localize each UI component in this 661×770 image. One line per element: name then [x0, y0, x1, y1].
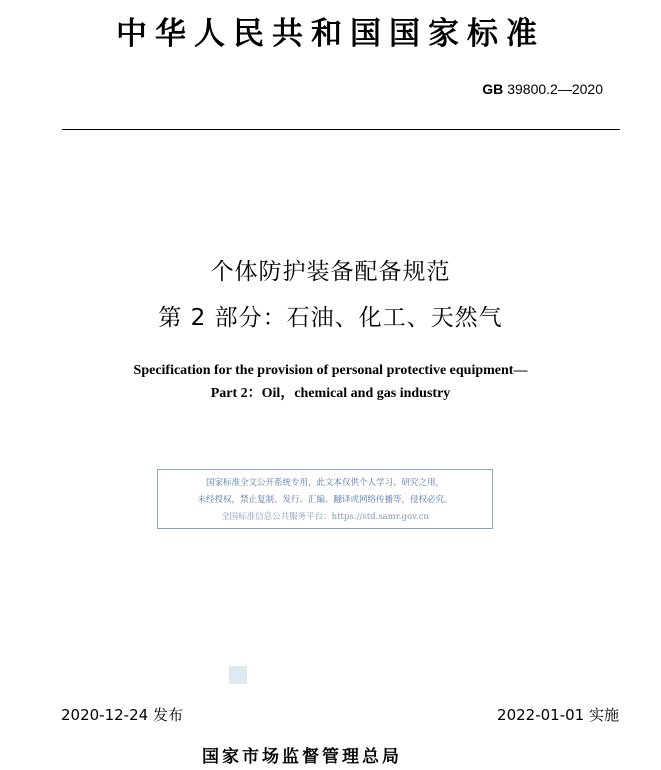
copyright-notice-box	[157, 469, 493, 529]
title-english-line-1: Specification for the provision of personal protective equipment—	[133, 363, 528, 378]
notice-line-1: 国家标准全文公开系统专用，此文本仅供个人学习、研究之用，	[205, 478, 444, 488]
title-chinese-line-1: 个体防护装备配备规范	[210, 259, 451, 285]
standard-number-prefix: GB	[482, 81, 504, 97]
issuing-authority: 国家市场监督管理总局	[202, 747, 402, 767]
issue-date: 2020-12-24 发布	[61, 706, 183, 724]
standard-header-title: 中华人民共和国国家标准	[116, 16, 545, 52]
notice-line-3: 全国标准信息公共服务平台：https://std.samr.gov.cn	[221, 512, 429, 522]
header-divider	[62, 129, 620, 130]
standard-number-value: 39800.2—2020	[507, 81, 603, 97]
title-chinese-line-2: 第 2 部分：石油、化工、天然气	[158, 305, 503, 331]
notice-line-2: 未经授权，禁止复制、发行、汇编、翻译或网络传播等，侵权必究。	[197, 495, 453, 505]
standard-number	[482, 80, 603, 98]
watermark-logo	[229, 666, 247, 684]
title-english-line-2: Part 2：Oil，chemical and gas industry	[210, 386, 451, 401]
implementation-date: 2022-01-01 实施	[497, 706, 619, 724]
